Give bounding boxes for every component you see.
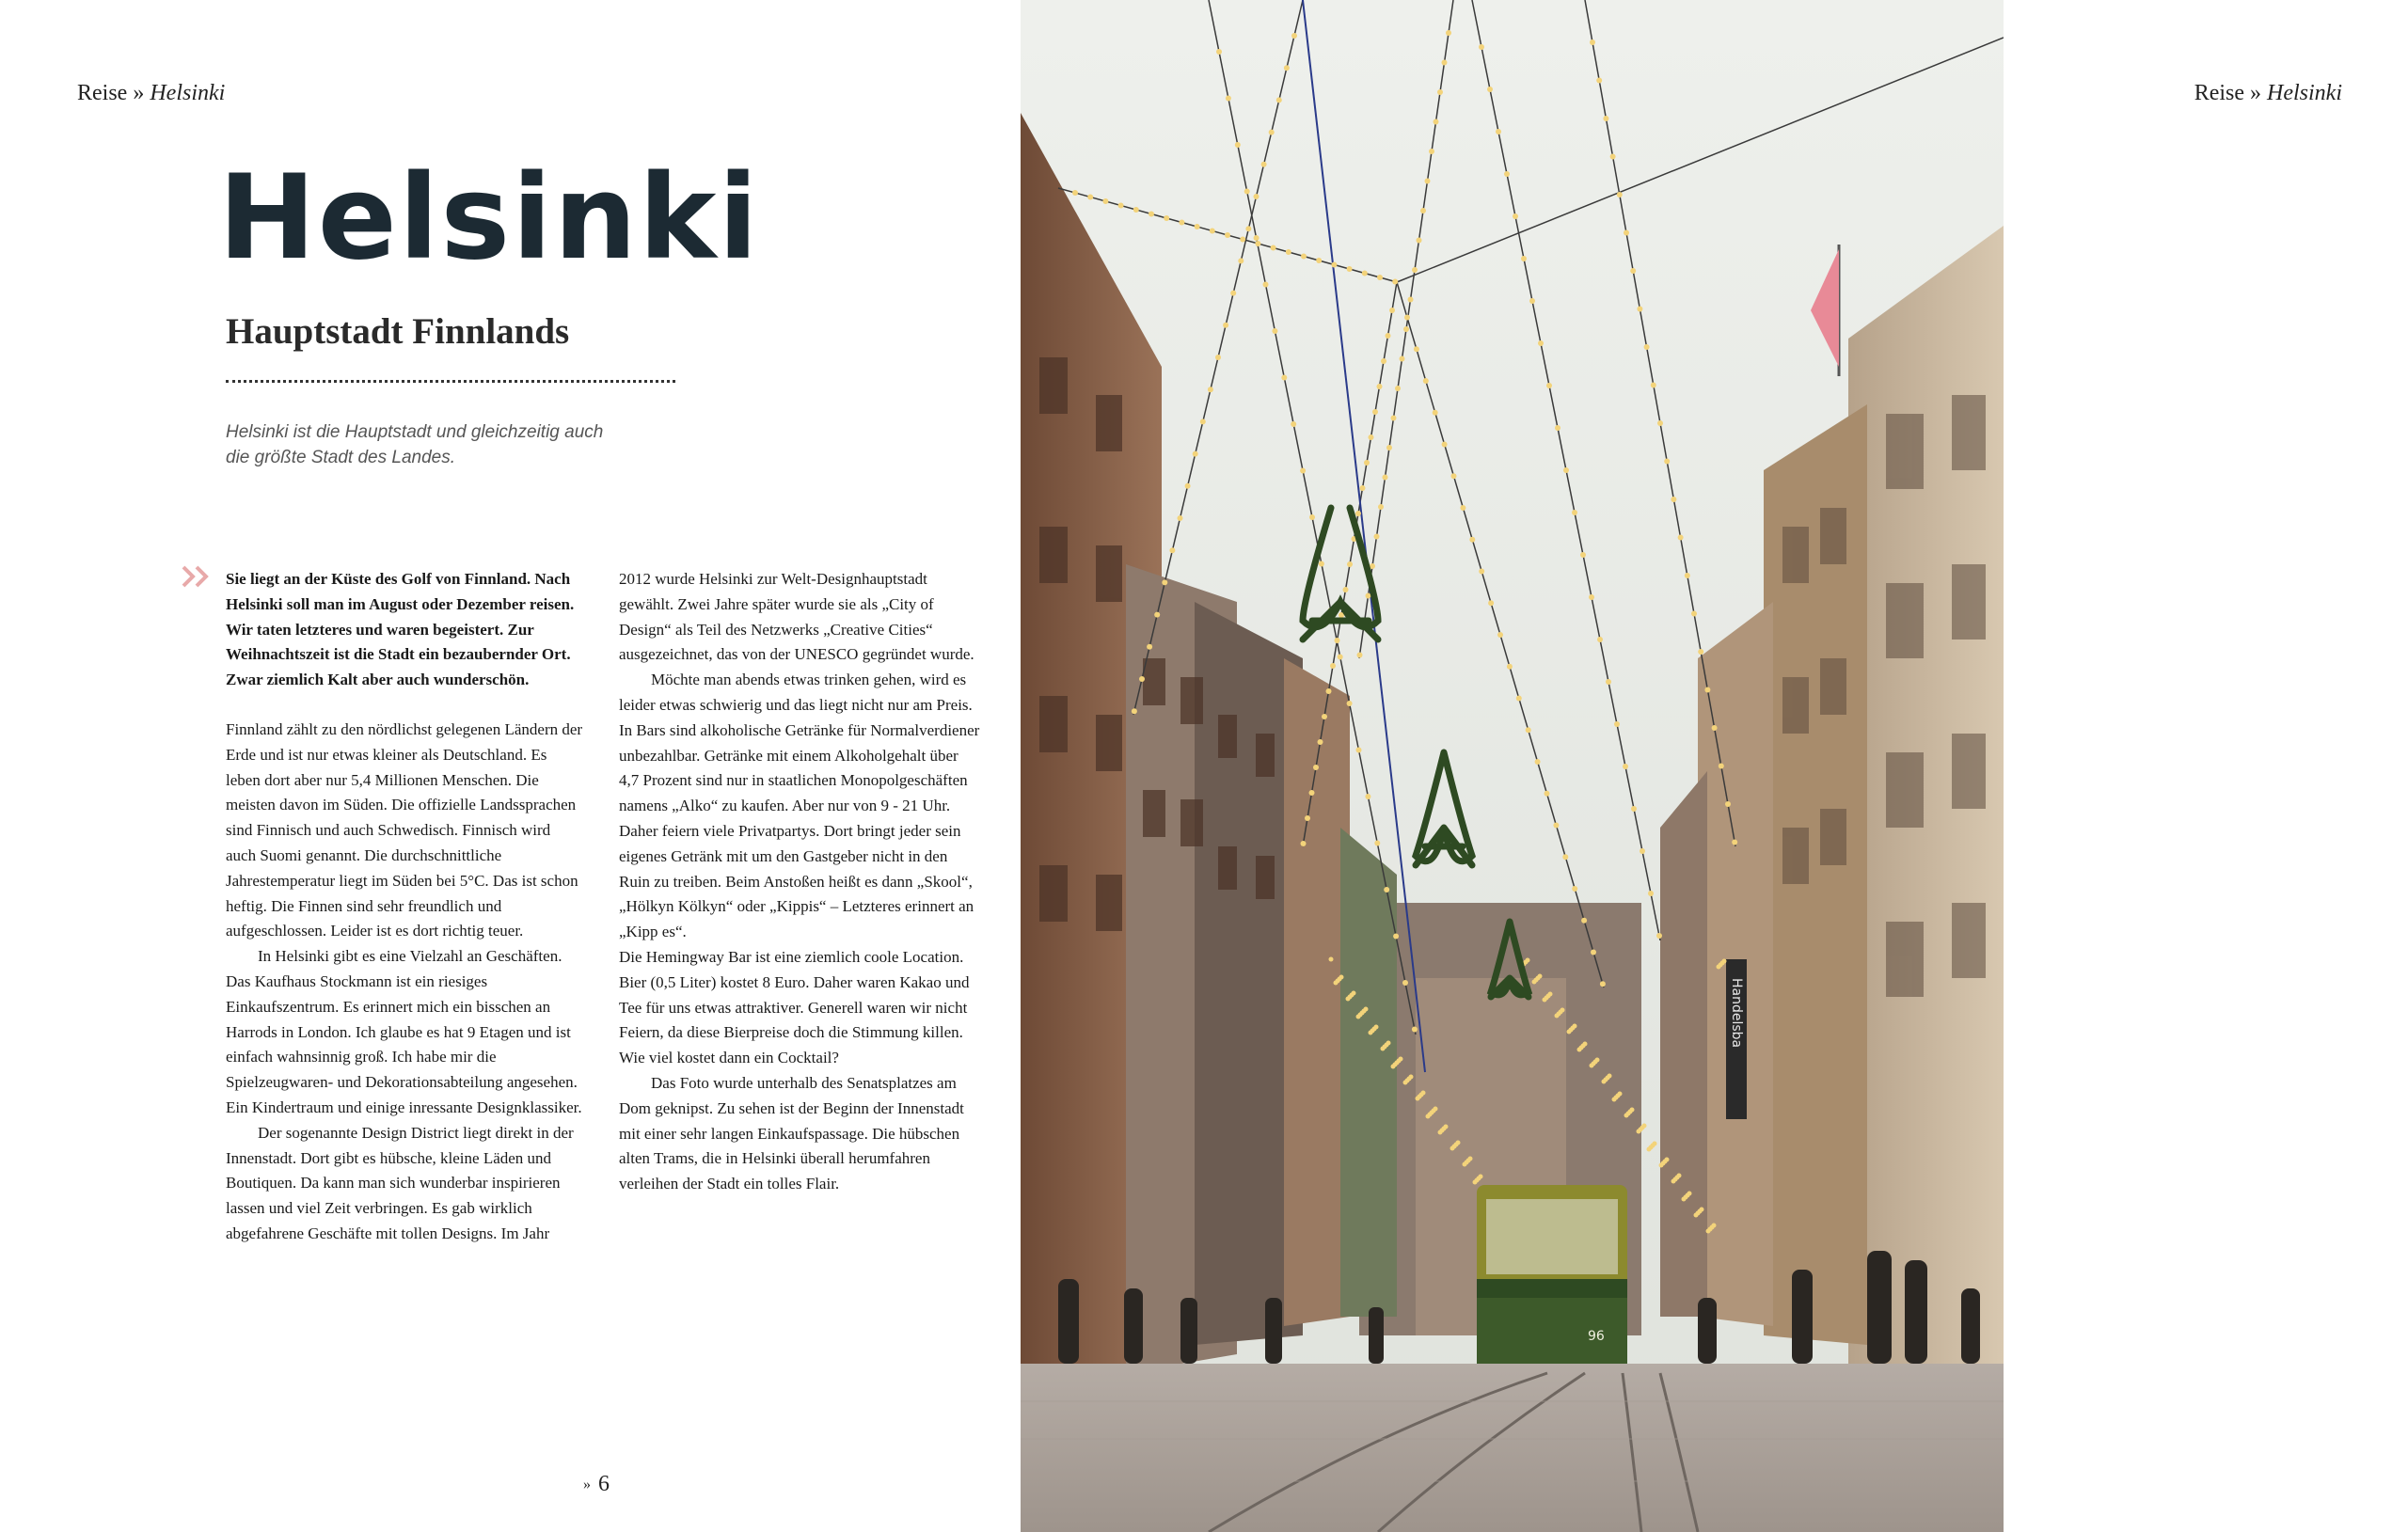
fairy-light bbox=[1617, 192, 1623, 197]
fairy-light bbox=[1414, 346, 1419, 352]
folio-marker: » bbox=[583, 1477, 591, 1493]
running-head-left bbox=[77, 81, 225, 106]
fairy-light bbox=[1572, 510, 1577, 515]
fairy-light bbox=[1425, 179, 1431, 184]
fairy-light bbox=[1623, 764, 1628, 769]
fairy-light bbox=[1369, 434, 1374, 440]
fairy-light bbox=[1335, 638, 1340, 643]
fairy-light bbox=[1657, 420, 1663, 426]
fairy-light bbox=[1377, 275, 1383, 280]
fairy-light bbox=[1395, 386, 1401, 391]
fairy-light bbox=[1589, 594, 1594, 600]
fairy-light bbox=[1378, 504, 1384, 510]
fairy-light bbox=[1408, 297, 1414, 303]
fairy-light bbox=[1147, 644, 1152, 650]
shop-sign-text: Handelsba bbox=[1729, 978, 1744, 1049]
fairy-light bbox=[1572, 886, 1577, 892]
fairy-light bbox=[1644, 344, 1650, 350]
fairy-light bbox=[1281, 375, 1287, 381]
fairy-light bbox=[1386, 333, 1391, 339]
fairy-light bbox=[1226, 96, 1231, 102]
fairy-light bbox=[1546, 383, 1552, 388]
fairy-light bbox=[1338, 655, 1343, 660]
fairy-light bbox=[1516, 696, 1522, 702]
running-head-separator: » bbox=[133, 81, 145, 105]
fairy-light bbox=[1391, 1065, 1396, 1069]
fairy-light bbox=[1664, 459, 1670, 465]
fairy-light bbox=[1244, 189, 1250, 195]
running-head-place: Helsinki bbox=[150, 81, 226, 105]
fairy-light bbox=[1507, 664, 1513, 670]
fairy-light bbox=[1555, 425, 1560, 431]
fairy-light bbox=[1614, 721, 1620, 727]
fairy-light bbox=[1347, 561, 1353, 567]
fairy-light bbox=[1389, 308, 1395, 313]
fairy-light bbox=[1245, 226, 1251, 231]
fairy-light bbox=[1347, 701, 1353, 706]
fairy-light bbox=[1637, 1129, 1641, 1134]
fairy-light bbox=[1698, 649, 1703, 655]
fairy-light bbox=[1301, 841, 1307, 846]
fairy-light bbox=[1606, 679, 1611, 685]
fairy-light bbox=[1169, 547, 1175, 553]
fairy-light bbox=[1263, 282, 1269, 288]
fairy-light bbox=[1497, 632, 1503, 638]
fairy-light bbox=[1412, 267, 1418, 273]
fairy-light bbox=[1597, 637, 1603, 642]
fairy-light bbox=[1364, 460, 1370, 466]
fairy-light bbox=[1343, 587, 1349, 592]
fairy-light bbox=[1400, 356, 1405, 362]
fairy-light bbox=[1442, 60, 1448, 66]
body-paragraph: Der sogenannte Design District liegt direkt in der Innenstadt. Dort gibt es hübsche, kleine Läden und Boutiquen. Da kann man sich wunderbar inspirieren lassen und viel Zeit verbringen. Es gab wirklich abgefahrene Geschäfte mit tollen Designs. Im Jahr bbox=[226, 1123, 574, 1242]
fairy-light bbox=[1469, 537, 1475, 543]
dotted-divider bbox=[226, 380, 675, 383]
fairy-light bbox=[1330, 663, 1336, 669]
fairy-light bbox=[1316, 258, 1322, 263]
fairy-light bbox=[1347, 266, 1353, 272]
fairy-light bbox=[1372, 409, 1378, 415]
fairy-light bbox=[1271, 245, 1276, 251]
fairy-light bbox=[1200, 419, 1206, 424]
fairy-light bbox=[1118, 203, 1124, 209]
fairy-light bbox=[1596, 78, 1602, 84]
fairy-light bbox=[1225, 232, 1230, 238]
fairy-light bbox=[1521, 256, 1527, 261]
fairy-light bbox=[1369, 1031, 1373, 1035]
fairy-light bbox=[1381, 358, 1386, 364]
fairy-light bbox=[1416, 1097, 1420, 1101]
fairy-light bbox=[1590, 1064, 1594, 1068]
fairy-light bbox=[1272, 328, 1277, 334]
fairy-light bbox=[1671, 497, 1676, 502]
fairy-light bbox=[1309, 790, 1315, 796]
fairy-light bbox=[1238, 258, 1244, 263]
fairy-light bbox=[1479, 44, 1484, 50]
fairy-light bbox=[1648, 891, 1654, 896]
fairy-light bbox=[1366, 593, 1371, 599]
fairy-light bbox=[1610, 154, 1616, 160]
fairy-light bbox=[1305, 815, 1310, 821]
fairy-light bbox=[1423, 378, 1429, 384]
fairy-light bbox=[1403, 326, 1409, 332]
double-chevron-icon bbox=[181, 562, 218, 591]
fairy-light bbox=[1132, 708, 1137, 714]
fairy-light bbox=[1712, 725, 1718, 731]
fairy-light bbox=[1691, 611, 1697, 617]
fairy-light bbox=[1590, 39, 1595, 45]
fairy-light bbox=[1195, 224, 1200, 229]
fairy-light bbox=[1403, 1081, 1408, 1085]
fairy-light bbox=[1346, 997, 1351, 1002]
tram-number: 96 bbox=[1588, 1329, 1605, 1344]
fairy-light bbox=[1640, 848, 1645, 854]
fairy-light bbox=[1276, 97, 1282, 103]
fairy-light bbox=[1301, 254, 1307, 260]
fairy-light bbox=[1072, 190, 1078, 196]
fairy-light bbox=[1504, 171, 1510, 177]
running-head-section: Reise bbox=[2194, 81, 2245, 105]
body-paragraph: 2012 wurde Helsinki zur Welt-Designhauptstadt gewählt. Zwei Jahre später wurde sie als „City of Design“ als Teil des Netzwerks „Creative Cities“ ausgezeichnet, das von der UNESCO gegründet wurde. bbox=[619, 570, 974, 664]
fairy-light bbox=[1704, 687, 1710, 693]
body-paragraph: Das Foto wurde unterhalb des Senatsplatzes am Dom geknipst. Zu sehen ist der Beginn der Innenstadt mit einer sehr langen Einkaufspassage. Die hübschen alten Trams, die in Helsinki überall herumfahren verleihen der Stadt ein tolles Flair. bbox=[619, 1073, 964, 1193]
fairy-light bbox=[1651, 383, 1656, 388]
fairy-light bbox=[1563, 467, 1569, 473]
body-column-left bbox=[226, 567, 583, 1247]
fairy-light bbox=[1334, 981, 1339, 986]
fairy-light bbox=[1087, 195, 1093, 200]
fairy-light bbox=[1362, 271, 1368, 276]
fairy-light bbox=[1671, 1179, 1676, 1184]
fairy-light bbox=[1460, 505, 1465, 511]
fairy-light bbox=[1374, 534, 1380, 540]
fairy-light bbox=[1473, 1180, 1478, 1185]
fairy-light bbox=[1329, 957, 1334, 962]
fairy-light bbox=[1487, 87, 1493, 92]
fairy-light bbox=[1185, 483, 1191, 489]
fairy-light bbox=[1357, 653, 1363, 658]
fairy-light bbox=[1360, 485, 1366, 491]
fairy-light bbox=[1600, 981, 1606, 987]
fairy-light bbox=[1223, 323, 1228, 328]
fairy-light bbox=[1562, 854, 1568, 860]
fairy-light bbox=[1685, 573, 1690, 578]
fairy-light bbox=[1355, 511, 1361, 516]
fairy-light bbox=[1331, 262, 1337, 268]
fairy-light bbox=[1678, 535, 1684, 541]
fairy-light bbox=[1154, 612, 1160, 618]
fairy-light bbox=[1286, 249, 1291, 255]
fairy-light bbox=[1580, 552, 1586, 558]
fairy-light bbox=[1102, 198, 1108, 204]
fairy-light bbox=[1291, 33, 1297, 39]
fairy-light bbox=[1577, 1048, 1582, 1052]
fairy-light bbox=[1488, 600, 1494, 606]
fairy-light bbox=[1706, 1229, 1711, 1234]
fairy-light bbox=[1612, 1098, 1617, 1102]
fairy-light bbox=[1451, 473, 1457, 479]
fairy-light bbox=[1240, 237, 1245, 243]
page-number: 6 bbox=[598, 1472, 610, 1496]
fairy-light bbox=[1529, 298, 1535, 304]
fairy-light bbox=[1647, 1147, 1652, 1152]
fairy-light bbox=[1284, 65, 1290, 71]
fairy-light bbox=[1374, 841, 1380, 846]
fairy-light bbox=[1149, 212, 1154, 217]
fairy-light bbox=[1178, 515, 1183, 521]
fairy-light bbox=[1694, 1213, 1699, 1218]
running-head-right bbox=[2194, 81, 2342, 106]
running-head-section: Reise bbox=[77, 81, 128, 105]
fairy-light bbox=[1392, 279, 1398, 285]
fairy-light bbox=[1624, 230, 1629, 236]
fairy-light bbox=[1426, 1114, 1431, 1119]
fairy-light bbox=[1429, 149, 1434, 154]
fairy-light bbox=[1261, 162, 1267, 167]
body-paragraph: In Helsinki gibt es eine Vielzahl an Geschäften. Das Kaufhaus Stockmann ist ein riesiges Einkaufszentrum. Es erinnert mich ein bisschen an Harrods in London. Ich glaube es hat 9 Etagen und ist einfach wahnsinnig groß. Ich habe mir die Spielzeugwaren- und Dekorationsabteilung angesehen. Ein Kindertraum und einige inressante Designklassiker. bbox=[226, 947, 582, 1116]
article-lede: Helsinki ist die Hauptstadt und gleichzeitig auch die größte Stadt des Landes. bbox=[226, 422, 604, 467]
fairy-light bbox=[1463, 1162, 1467, 1167]
fairy-light bbox=[1719, 764, 1724, 769]
fairy-light bbox=[1326, 688, 1332, 694]
running-head-separator: » bbox=[2250, 81, 2262, 105]
fairy-light bbox=[1624, 1113, 1629, 1118]
fairy-light bbox=[1230, 291, 1236, 296]
fairy-light bbox=[1309, 514, 1315, 520]
fairy-light bbox=[1313, 765, 1319, 770]
running-head-place: Helsinki bbox=[2267, 81, 2342, 105]
fairy-light bbox=[1717, 965, 1721, 970]
fairy-light bbox=[1535, 759, 1541, 765]
fairy-light bbox=[1602, 1080, 1607, 1084]
fairy-light bbox=[1538, 340, 1544, 346]
fairy-light bbox=[1383, 475, 1388, 481]
fairy-light bbox=[1377, 384, 1383, 389]
fairy-light bbox=[1384, 887, 1389, 892]
fairy-light bbox=[1725, 801, 1731, 807]
page-folio bbox=[583, 1472, 610, 1497]
fairy-light bbox=[1420, 208, 1426, 213]
fairy-light bbox=[1291, 421, 1296, 427]
fairy-light bbox=[1139, 676, 1145, 682]
fairy-light bbox=[1567, 1030, 1572, 1034]
fairy-light bbox=[1254, 194, 1259, 199]
fairy-light bbox=[1532, 980, 1537, 985]
fairy-light bbox=[1215, 355, 1221, 360]
fairy-light bbox=[1254, 235, 1259, 241]
fairy-light bbox=[1446, 30, 1451, 36]
fairy-light bbox=[1381, 1047, 1386, 1051]
fairy-light bbox=[1386, 445, 1392, 450]
body-column-right bbox=[619, 567, 980, 1197]
fairy-light bbox=[1322, 714, 1327, 719]
fairy-light bbox=[1437, 89, 1443, 95]
fairy-light bbox=[1603, 116, 1608, 121]
fairy-light bbox=[1300, 468, 1306, 474]
body-paragraph: Möchte man abends etwas trinken gehen, wird es leider etwas schwierig und das liegt nicht nur am Preis. In Bars sind alkoholische Getränke für Normalverdiener unbezahlbar. Getränke mit einem Alkoholgehalt über 4,7 Prozent sind nur in staatlichen Monopolgeschäften namens „Alko“ zu kaufen. Aber nur von 9 - 21 Uhr. Daher feiern viele Privatpartys. Dort bringt jeder sein eigenes Getränk mit um den Gastgeber nicht in den Ruin zu treiben. Beim Anstoßen heißt es dann „Skool“, „Hölkyn Kölkyn“ oder „Kippis“ – Letzteres erinnert an „Kipp es“. bbox=[619, 671, 980, 941]
article-title: Helsinki bbox=[218, 150, 760, 286]
fairy-light bbox=[1179, 220, 1184, 226]
body-paragraph: Die Hemingway Bar ist eine ziemlich coole Location. Bier (0,5 Liter) kostet 8 Euro. Daher waren Kakao und Tee für uns etwas attraktiver. Generell waren wir nicht Feiern, da diese Bierpreise doch die Stimmung killen. Wie viel kostet dann ein Cocktail? bbox=[619, 947, 970, 1067]
fairy-light bbox=[1235, 142, 1241, 148]
fairy-light bbox=[1450, 1146, 1455, 1151]
fairy-light bbox=[1133, 207, 1139, 213]
helsinki-street-image bbox=[1021, 0, 2004, 1532]
fairy-light bbox=[1434, 119, 1439, 125]
fairy-light bbox=[1659, 1163, 1664, 1168]
fairy-light bbox=[1402, 980, 1408, 986]
fairy-light bbox=[1404, 315, 1410, 321]
fairy-light bbox=[1193, 451, 1198, 457]
fairy-light bbox=[1164, 215, 1169, 221]
fairy-light bbox=[1433, 410, 1438, 416]
fairy-light bbox=[1631, 806, 1637, 812]
fairy-light bbox=[1732, 840, 1737, 845]
fairy-light bbox=[1319, 561, 1324, 567]
fairy-light bbox=[1545, 791, 1550, 797]
fairy-light bbox=[1543, 998, 1547, 1003]
body-paragraph: Finnland zählt zu den nördlichst gelegenen Ländern der Erde und ist nur etwas kleiner als Deutschland. Es leben dort aber nur 5,4 Millionen Menschen. Die meisten davon im Süden. Die offizielle Landssprachen sind Finnisch und auch Schwedisch. Finnisch wird auch Suomi genannt. Die durchschnittliche Jahrestemperatur liegt im Süden bei 5°C. Das ist schon heftig. Die Finnen sind sehr freundlich und aufgeschlossen. Leider ist es dort richtig teuer. bbox=[226, 719, 583, 940]
fairy-light bbox=[1496, 129, 1501, 134]
fairy-light bbox=[1553, 823, 1559, 829]
fairy-light bbox=[1442, 442, 1448, 448]
fairy-light bbox=[1479, 569, 1484, 575]
fairy-light bbox=[1526, 727, 1531, 733]
fairy-light bbox=[1365, 794, 1370, 799]
fairy-light bbox=[1318, 739, 1323, 745]
fairy-light bbox=[1269, 130, 1275, 135]
fairy-light bbox=[1356, 1015, 1361, 1019]
article-subtitle: Hauptstadt Finnlands bbox=[226, 311, 570, 352]
fairy-light bbox=[1412, 1027, 1418, 1033]
fairy-light bbox=[1513, 213, 1518, 219]
fairy-light bbox=[1162, 579, 1167, 585]
intro-paragraph: Sie liegt an der Küste des Golf von Finnland. Nach Helsinki soll man im August oder Dezember reisen. Wir taten letzteres und waren begeistert. Zur Weihnachtszeit ist die Stadt ein bezaubernder Ort. Zwar ziemlich Kalt aber auch wunderschön. bbox=[226, 570, 575, 689]
fairy-light bbox=[1356, 748, 1362, 753]
fairy-light bbox=[1255, 241, 1260, 246]
fairy-light bbox=[1591, 950, 1596, 956]
fairy-light bbox=[1682, 1197, 1687, 1202]
fairy-light bbox=[1208, 387, 1213, 392]
fairy-light bbox=[1581, 918, 1587, 924]
fairy-light bbox=[1555, 1014, 1560, 1019]
fairy-light bbox=[1438, 1130, 1443, 1135]
fairy-light bbox=[1630, 268, 1636, 274]
fairy-light bbox=[1210, 229, 1215, 234]
fairy-light bbox=[1656, 933, 1662, 939]
fairy-light bbox=[1393, 934, 1399, 940]
fairy-light bbox=[1216, 49, 1222, 55]
street-photo bbox=[1021, 0, 2004, 1532]
fairy-light bbox=[1417, 238, 1422, 244]
fairy-light bbox=[1391, 416, 1397, 421]
fairy-light bbox=[1637, 307, 1642, 312]
